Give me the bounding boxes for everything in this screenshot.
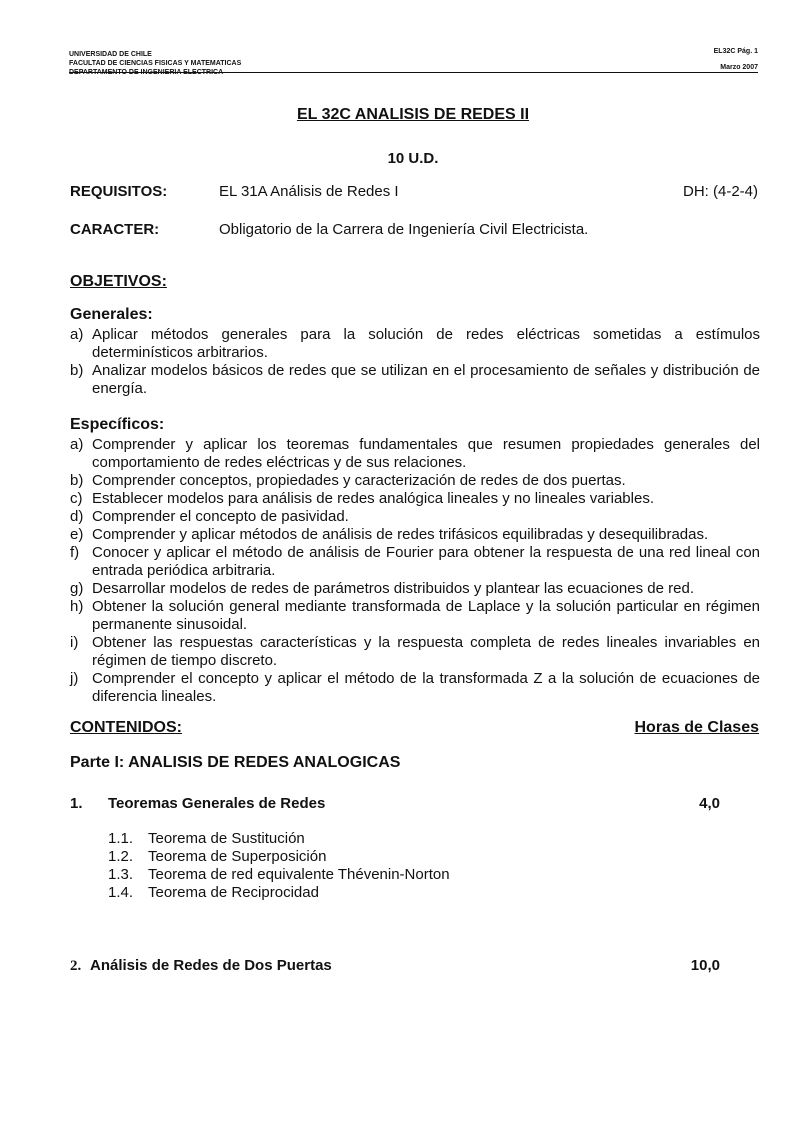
course-units: 10 U.D. xyxy=(387,150,439,167)
list-item: 1.1. Teorema de Sustitución xyxy=(108,830,305,847)
list-item: 1.4. Teorema de Reciprocidad xyxy=(108,884,319,901)
topic-hours: 4,0 xyxy=(699,795,720,812)
topic-number: 1. xyxy=(70,795,83,812)
specific-objectives-heading: Específicos: xyxy=(70,416,165,433)
topic-title: Teoremas Generales de Redes xyxy=(108,795,326,812)
part-one-heading: Parte I: ANALISIS DE REDES ANALOGICAS xyxy=(70,754,401,771)
dh-value: DH: (4-2-4) xyxy=(683,183,759,200)
page-reference: EL32C Pág. 1 xyxy=(713,48,758,55)
character-label: CARACTER: xyxy=(70,221,160,238)
faculty-name: FACULTAD DE CIENCIAS FISICAS Y MATEMATICAS xyxy=(69,60,242,67)
list-item: 1.3. Teorema de red equivalente Thévenin-Norton xyxy=(108,866,450,883)
contents-heading: CONTENIDOS: xyxy=(70,719,182,736)
topic-number: 2. xyxy=(70,958,82,974)
list-item: e) Comprender y aplicar métodos de análisis de redes trifásicos equilibradas y desequilibradas. xyxy=(70,526,709,543)
general-objectives-heading: Generales: xyxy=(70,306,153,323)
topic-1-items xyxy=(108,830,450,902)
list-item: h) Obtener la solución general mediante transformada de Laplace y la solución particular en régimen permanente sinusoidal. xyxy=(70,598,760,633)
list-item: b) Analizar modelos básicos de redes que se utilizan en el procesamiento de señales y distribución de energía. xyxy=(70,362,760,397)
requisites-value: EL 31A Análisis de Redes I xyxy=(219,183,399,200)
document-date: Marzo 2007 xyxy=(720,64,758,71)
department-name: DEPARTAMENTO DE INGENIERIA ELECTRICA xyxy=(69,69,224,76)
list-item: i) Obtener las respuestas características y la respuesta completa de redes lineales invariables en régimen de tiempo discreto. xyxy=(70,634,760,669)
list-item: c) Establecer modelos para análisis de redes analógica lineales y no lineales variables. xyxy=(70,490,654,507)
course-title: EL 32C ANALISIS DE REDES II xyxy=(296,106,530,123)
topic-1 xyxy=(70,795,720,812)
hours-heading: Horas de Clases xyxy=(634,719,759,736)
list-item: g) Desarrollar modelos de redes de parámetros distribuidos y plantear las ecuaciones de red. xyxy=(70,580,694,597)
list-item: a) Aplicar métodos generales para la solución de redes eléctricas sometidas a estímulos determinísticos arbitrarios. xyxy=(70,326,760,361)
list-item: f) Conocer y aplicar el método de análisis de Fourier para obtener la respuesta de una red lineal con entrada periódica arbitraria. xyxy=(70,544,760,579)
university-name: UNIVERSIDAD DE CHILE xyxy=(69,51,152,58)
list-item: j) Comprender el concepto y aplicar el método de la transformada Z a la solución de ecuaciones de diferencia lineales. xyxy=(70,670,760,705)
requisites-label: REQUISITOS: xyxy=(70,183,168,200)
list-item: d) Comprender el concepto de pasividad. xyxy=(70,508,349,525)
list-item: 1.2. Teorema de Superposición xyxy=(108,848,327,865)
topic-hours: 10,0 xyxy=(690,957,720,974)
topic-2 xyxy=(70,957,720,975)
topic-title: Análisis de Redes de Dos Puertas xyxy=(90,957,332,974)
character-value: Obligatorio de la Carrera de Ingeniería Civil Electricista. xyxy=(219,221,589,238)
general-objectives-list xyxy=(70,326,760,398)
list-item: a) Comprender y aplicar los teoremas fundamentales que resumen propiedades generales del comportamiento de redes eléctricas y de sus relaciones. xyxy=(70,436,760,471)
specific-objectives-list xyxy=(70,436,760,706)
objectives-heading: OBJETIVOS: xyxy=(70,273,167,290)
header-divider xyxy=(69,72,758,73)
list-item: b) Comprender conceptos, propiedades y caracterización de redes de dos puertas. xyxy=(70,472,626,489)
